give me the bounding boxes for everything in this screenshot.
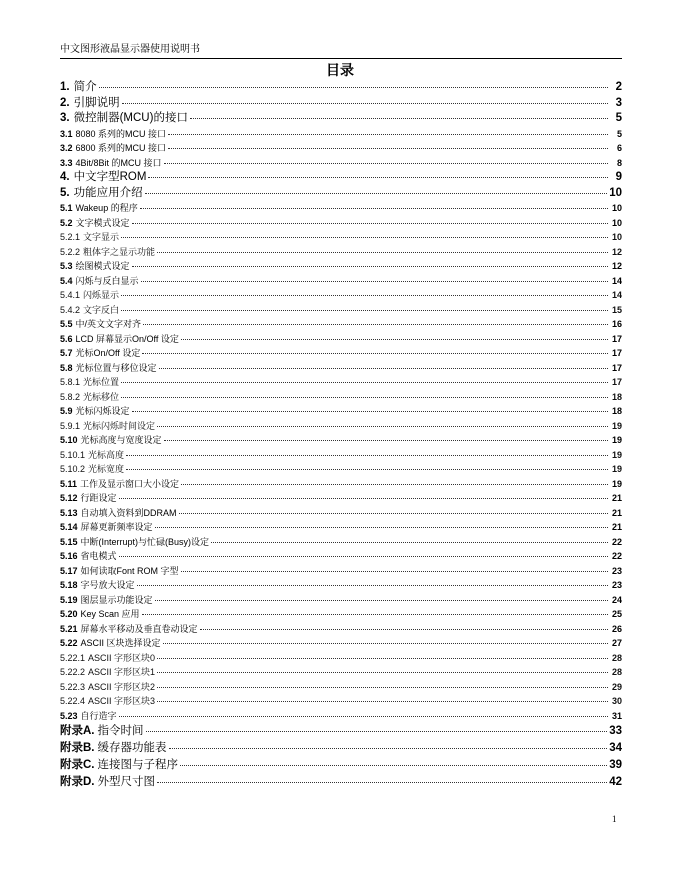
- toc-entry-text: 图层显示功能设定: [80, 594, 153, 605]
- toc-entry-label: [60, 477, 179, 492]
- dot-leader: [121, 295, 608, 296]
- dot-leader: [181, 571, 608, 572]
- toc-entry-label: [60, 317, 141, 332]
- toc-entry[interactable]: [60, 506, 622, 521]
- toc-entry-number: 5.14: [60, 522, 78, 532]
- toc-entry-label: [60, 375, 119, 390]
- dot-leader: [164, 163, 608, 164]
- toc-entry-label: [60, 740, 167, 757]
- dot-leader: [132, 411, 608, 412]
- toc-entry[interactable]: [60, 141, 622, 156]
- toc-entry-label: [60, 419, 155, 434]
- toc-entry-label: [60, 665, 155, 680]
- toc-entry-page: 12: [611, 246, 622, 257]
- dot-leader: [159, 368, 608, 369]
- toc-entry-label: [60, 259, 130, 274]
- toc-entry-label: [60, 433, 162, 448]
- dot-leader: [140, 208, 608, 209]
- toc-entry-label: [60, 607, 140, 622]
- dot-leader: [181, 339, 608, 340]
- toc-entry-text: 粗体字之显示功能: [83, 246, 156, 257]
- toc-entry[interactable]: [60, 680, 622, 695]
- toc-entry[interactable]: [60, 303, 622, 318]
- toc-entry-number: 5.23: [60, 710, 78, 721]
- toc-entry-page: 19: [611, 449, 622, 460]
- toc-entry-text: 引脚说明: [73, 96, 120, 109]
- toc-entry-label: [60, 96, 120, 112]
- toc-entry-number: 5.3: [60, 261, 73, 271]
- toc-entry-number: 5.21: [60, 623, 78, 634]
- toc-entry-number: 5.8: [60, 362, 73, 373]
- dot-leader: [126, 455, 608, 456]
- toc-entry-text: 如何读取Font ROM 字型: [80, 565, 179, 576]
- toc-entry-number: 1.: [60, 81, 70, 93]
- toc-entry[interactable]: [60, 259, 622, 274]
- toc-entry-text: 光标高度: [88, 449, 125, 460]
- dot-leader: [157, 426, 608, 427]
- toc-entry-text: 屏幕水平移动及垂直卷动设定: [80, 623, 198, 634]
- toc-entry-page: 39: [609, 759, 622, 771]
- toc-entry-page: 19: [611, 420, 622, 431]
- toc-entry-number: 5.22.1: [60, 652, 86, 663]
- dot-leader: [157, 687, 608, 688]
- toc-entry[interactable]: [60, 535, 622, 550]
- toc-entry-text: 文字反白: [83, 304, 120, 315]
- toc-entry-label: [60, 346, 140, 361]
- toc-entry[interactable]: [60, 520, 622, 535]
- toc-entry-label: [60, 186, 143, 202]
- toc-entry[interactable]: [60, 774, 622, 791]
- toc-entry-text: 6800 系列的MCU 接口: [75, 143, 167, 153]
- toc-entry-number: 附录A.: [60, 725, 95, 737]
- toc-entry[interactable]: [60, 361, 622, 376]
- toc-entry[interactable]: [60, 709, 622, 724]
- toc-entry-label: [60, 201, 138, 216]
- toc-entry-number: 5.7: [60, 348, 73, 358]
- dot-leader: [148, 177, 608, 178]
- toc-entry-number: 5.18: [60, 580, 78, 590]
- toc-entry-text: ASCII 字形区块2: [88, 681, 156, 692]
- toc-entry-number: 5.6: [60, 333, 73, 344]
- toc-entry-label: [60, 141, 166, 156]
- toc-entry-text: Wakeup 的程序: [75, 203, 138, 213]
- dot-leader: [157, 782, 607, 783]
- toc-entry-number: 5.4: [60, 275, 73, 286]
- toc-entry-page: 25: [611, 609, 622, 619]
- toc-entry-text: Key Scan 应用: [80, 609, 140, 619]
- toc-entry-number: 3.: [60, 112, 70, 124]
- dot-leader: [168, 148, 608, 149]
- toc-entry-page: 17: [611, 377, 622, 387]
- toc-entry-number: 5.4.1: [60, 290, 81, 300]
- toc-entry[interactable]: [60, 332, 622, 347]
- toc-entry-label: [60, 390, 119, 405]
- toc-entry-label: [60, 332, 179, 347]
- toc-entry-page: 28: [611, 652, 622, 663]
- dot-leader: [211, 542, 608, 543]
- toc-entry[interactable]: [60, 607, 622, 622]
- toc-entry-label: [60, 636, 161, 651]
- dot-leader: [143, 324, 608, 325]
- toc-entry-label: [60, 680, 155, 695]
- dot-leader: [132, 223, 608, 224]
- toc-entry-page: 3: [615, 96, 622, 109]
- toc-entry[interactable]: [60, 230, 622, 245]
- toc-entry[interactable]: [60, 127, 622, 142]
- toc-entry-page: 29: [611, 681, 622, 692]
- toc-entry-text: LCD 屏幕显示On/Off 设定: [75, 333, 179, 344]
- toc-entry[interactable]: [60, 375, 622, 390]
- toc-entry-page: 23: [611, 580, 622, 590]
- toc-entry-page: 17: [611, 348, 622, 358]
- toc-entry[interactable]: [60, 245, 622, 260]
- toc-entry[interactable]: [60, 622, 622, 637]
- toc-entry-label: [60, 361, 157, 376]
- toc-entry-page: 6: [616, 143, 622, 153]
- dot-leader: [99, 87, 608, 88]
- toc-entry[interactable]: [60, 636, 622, 651]
- toc-entry-number: 5.: [60, 186, 70, 199]
- toc-entry-page: 9: [615, 171, 622, 183]
- toc-entry-number: 5.19: [60, 594, 78, 605]
- toc-entry-text: 光标On/Off 设定: [75, 348, 141, 358]
- toc-entry-label: [60, 622, 198, 637]
- toc-entry-page: 10: [611, 232, 622, 242]
- toc-entry-text: 8080 系列的MCU 接口: [75, 128, 167, 139]
- toc-entry-label: [60, 549, 117, 564]
- toc-entry-label: [60, 111, 188, 127]
- toc-entry-text: 功能应用介绍: [73, 186, 143, 199]
- toc-entry-text: 连接图与子程序: [97, 759, 178, 771]
- dot-leader: [157, 672, 608, 673]
- dot-leader: [121, 237, 608, 238]
- toc-entry-number: 3.2: [60, 143, 73, 153]
- toc-entry-number: 5.5: [60, 319, 73, 329]
- toc-entry-page: 14: [611, 275, 622, 286]
- toc-entry-label: [60, 216, 130, 231]
- toc-entry-text: 光标宽度: [88, 464, 125, 474]
- toc-entry[interactable]: [60, 317, 622, 332]
- toc-entry-number: 5.16: [60, 551, 78, 561]
- toc-entry-page: 19: [611, 464, 622, 474]
- toc-entry[interactable]: [60, 390, 622, 405]
- dot-leader: [121, 310, 608, 311]
- toc-entry-page: 10: [609, 186, 622, 199]
- toc-entry-number: 附录C.: [60, 759, 95, 771]
- toc-entry[interactable]: [60, 216, 622, 231]
- dot-leader: [121, 382, 608, 383]
- toc-entry-label: [60, 774, 155, 791]
- toc-entry-number: 5.1: [60, 203, 73, 213]
- dot-leader: [146, 731, 608, 732]
- toc-entry-page: 21: [611, 507, 622, 518]
- toc-entry-page: 23: [611, 565, 622, 576]
- toc-entry[interactable]: [60, 96, 622, 112]
- toc-entry-label: [60, 520, 153, 535]
- dot-leader: [119, 498, 608, 499]
- toc-entry[interactable]: [60, 404, 622, 419]
- toc-entry-text: 自动填入资料到DDRAM: [80, 507, 177, 518]
- toc-entry-page: 18: [611, 391, 622, 402]
- toc-entry[interactable]: [60, 694, 622, 709]
- toc-entry[interactable]: [60, 170, 622, 186]
- toc-entry-text: 中/英文文字对齐: [75, 319, 142, 329]
- toc-entry-page: 34: [609, 742, 622, 754]
- dot-leader: [142, 353, 608, 354]
- toc-entry[interactable]: [60, 111, 622, 127]
- toc-entry-number: 5.12: [60, 493, 78, 503]
- toc-entry-number: 5.17: [60, 565, 78, 576]
- toc-entry-number: 5.2.2: [60, 246, 81, 257]
- dot-leader: [157, 658, 608, 659]
- toc-entry[interactable]: [60, 549, 622, 564]
- dot-leader: [121, 397, 608, 398]
- toc-entry-number: 5.22.4: [60, 696, 86, 706]
- toc-entry-page: 17: [611, 362, 622, 373]
- dot-leader: [126, 469, 608, 470]
- toc-entry-text: ASCII 区块选择设定: [80, 638, 161, 648]
- toc-entry-text: 中文字型ROM: [73, 171, 147, 183]
- toc-entry-label: [60, 564, 179, 579]
- toc-entry-text: 工作及显示窗口大小设定: [80, 478, 180, 489]
- toc-entry-text: 闪烁显示: [83, 290, 120, 300]
- toc-entry-text: ASCII 字形区块1: [88, 667, 156, 677]
- dot-leader: [180, 765, 607, 766]
- toc-entry-label: [60, 723, 144, 740]
- toc-entry-page: 19: [611, 435, 622, 445]
- toc-entry[interactable]: [60, 477, 622, 492]
- toc-entry-number: 5.2.1: [60, 232, 81, 242]
- toc-entry-number: 5.22.3: [60, 681, 86, 692]
- toc-entry-number: 5.4.2: [60, 304, 81, 315]
- toc-entry-label: [60, 127, 166, 142]
- toc-entry-label: [60, 535, 209, 550]
- toc-entry-page: 2: [615, 81, 622, 93]
- toc-entry-text: 指令时间: [97, 725, 144, 737]
- toc-entry-text: 字号放大设定: [80, 580, 135, 590]
- toc-entry[interactable]: [60, 448, 622, 463]
- toc-entry-number: 3.3: [60, 157, 73, 168]
- toc-entry-page: 17: [611, 333, 622, 344]
- toc-entry-number: 5.8.1: [60, 377, 81, 387]
- toc-entry-page: 26: [611, 623, 622, 634]
- toc-entry-page: 12: [611, 261, 622, 271]
- toc-entry[interactable]: [60, 564, 622, 579]
- toc-entry[interactable]: [60, 491, 622, 506]
- toc-entry-label: [60, 506, 177, 521]
- toc-entry[interactable]: [60, 186, 622, 202]
- toc-entry-label: [60, 578, 135, 593]
- toc-entry[interactable]: [60, 201, 622, 216]
- dot-leader: [132, 266, 608, 267]
- toc-entry-page: 5: [615, 112, 622, 124]
- toc-entry[interactable]: [60, 593, 622, 608]
- toc-entry-number: 5.15: [60, 536, 78, 547]
- dot-leader: [157, 252, 608, 253]
- toc-entry-number: 4.: [60, 171, 70, 183]
- toc-entry-text: 自行造字: [80, 710, 117, 721]
- toc-entry-number: 附录D.: [60, 776, 95, 788]
- toc-entry-number: 5.8.2: [60, 391, 81, 402]
- toc-entry-text: 简介: [73, 81, 97, 93]
- toc-entry-number: 5.13: [60, 507, 78, 518]
- dot-leader: [122, 103, 608, 104]
- toc-entry-number: 5.11: [60, 478, 78, 489]
- toc-entry-label: [60, 462, 124, 477]
- toc-entry-label: [60, 709, 117, 724]
- toc-entry-text: 闪烁与反白显示: [75, 275, 139, 286]
- toc-entry-page: 30: [611, 696, 622, 706]
- toc-entry-text: 光标移位: [83, 391, 120, 402]
- toc-entry-number: 2.: [60, 96, 70, 109]
- toc-entry-text: 绘图模式设定: [75, 261, 130, 271]
- toc-entry-text: 缓存器功能表: [97, 742, 167, 754]
- toc-entry[interactable]: [60, 651, 622, 666]
- toc-entry-text: 文字显示: [83, 232, 120, 242]
- toc-entry[interactable]: [60, 740, 622, 757]
- toc-entry-label: [60, 651, 155, 666]
- dot-leader: [137, 585, 608, 586]
- toc-entry-number: 5.20: [60, 609, 78, 619]
- toc-entry-page: 22: [611, 536, 622, 547]
- dot-leader: [163, 643, 608, 644]
- toc-entry-page: 24: [611, 594, 622, 605]
- toc-entry-page: 27: [611, 638, 622, 648]
- toc-entry-label: [60, 230, 119, 245]
- toc-entry-number: 5.10: [60, 435, 78, 445]
- dot-leader: [157, 701, 608, 702]
- toc-entry-label: [60, 80, 97, 96]
- toc-title: 目录: [326, 62, 354, 78]
- toc-entry-label: [60, 694, 155, 709]
- toc-entry-page: 28: [611, 667, 622, 677]
- toc-entry-page: 19: [611, 478, 622, 489]
- toc-entry-page: 31: [611, 710, 622, 721]
- toc-entry[interactable]: [60, 665, 622, 680]
- toc-entry-text: ASCII 字形区块0: [88, 652, 156, 663]
- toc-entry-text: 光标位置与移位设定: [75, 362, 157, 373]
- toc-entry-text: 中断(Interrupt)与忙碌(Busy)设定: [80, 536, 210, 547]
- toc-entry-label: [60, 491, 117, 506]
- toc-entry-text: 微控制器(MCU)的接口: [73, 112, 188, 124]
- dot-leader: [190, 118, 608, 119]
- toc-entry-number: 5.9: [60, 406, 73, 416]
- toc-entry-page: 5: [616, 128, 622, 139]
- toc-entry-number: 附录B.: [60, 742, 95, 754]
- dot-leader: [141, 281, 608, 282]
- toc-entry-label: [60, 170, 146, 186]
- toc-entry[interactable]: [60, 757, 622, 774]
- dot-leader: [142, 614, 608, 615]
- toc-entry[interactable]: [60, 723, 622, 740]
- toc-entry-label: [60, 448, 124, 463]
- document-header: 中文图形液晶显示器使用说明书: [60, 40, 622, 59]
- toc-entry-number: 5.2: [60, 217, 73, 228]
- toc-entry-page: 21: [611, 493, 622, 503]
- toc-entry-label: [60, 757, 178, 774]
- toc-entry-text: 光标闪烁时间设定: [83, 420, 156, 431]
- dot-leader: [169, 748, 608, 749]
- toc-entry[interactable]: [60, 288, 622, 303]
- toc-entry-text: 屏幕更新频率设定: [80, 522, 153, 532]
- toc-entry-page: 18: [611, 406, 622, 416]
- toc-entry-page: 22: [611, 551, 622, 561]
- toc-entry-page: 10: [611, 203, 622, 213]
- toc-entry-page: 33: [609, 725, 622, 737]
- toc-entry-page: 15: [611, 304, 622, 315]
- toc-entry[interactable]: [60, 419, 622, 434]
- toc-entry-text: 光标闪烁设定: [75, 406, 130, 416]
- dot-leader: [119, 556, 608, 557]
- toc-entry-text: 外型尺寸图: [97, 776, 155, 788]
- toc-entry-label: [60, 303, 119, 318]
- toc-entry-text: 省电模式: [80, 551, 117, 561]
- toc-entry-page: 14: [611, 290, 622, 300]
- toc-entry-number: 5.22.2: [60, 667, 86, 677]
- dot-leader: [155, 527, 608, 528]
- toc-entry-page: 21: [611, 522, 622, 532]
- toc-entry-text: 文字模式设定: [75, 217, 130, 228]
- toc-entry[interactable]: [60, 156, 622, 171]
- toc-entry[interactable]: [60, 80, 622, 96]
- toc-entry[interactable]: [60, 274, 622, 289]
- toc-entry-label: [60, 274, 139, 289]
- toc-entry-text: 光标位置: [83, 377, 120, 387]
- toc-entry-label: [60, 156, 162, 171]
- toc-entry-page: 16: [611, 319, 622, 329]
- dot-leader: [168, 134, 608, 135]
- toc-entry[interactable]: [60, 433, 622, 448]
- toc-entry[interactable]: [60, 462, 622, 477]
- dot-leader: [119, 716, 608, 717]
- toc-entry-text: 行距设定: [80, 493, 117, 503]
- toc-entry-label: [60, 288, 119, 303]
- dot-leader: [164, 440, 608, 441]
- toc-entry-text: 光标高度与宽度设定: [80, 435, 162, 445]
- toc-entry-label: [60, 404, 130, 419]
- dot-leader: [155, 600, 608, 601]
- page-number: 1: [612, 814, 617, 824]
- toc-entry[interactable]: [60, 578, 622, 593]
- toc-entry-number: 5.10.1: [60, 449, 86, 460]
- toc-entry-page: 42: [609, 776, 622, 788]
- toc-entry-text: ASCII 字形区块3: [88, 696, 156, 706]
- toc-entry-number: 5.22: [60, 638, 78, 648]
- dot-leader: [200, 629, 608, 630]
- toc-entry[interactable]: [60, 346, 622, 361]
- dot-leader: [145, 193, 608, 194]
- toc-entry-page: 8: [616, 157, 622, 168]
- dot-leader: [179, 513, 608, 514]
- toc-entry-number: 5.9.1: [60, 420, 81, 431]
- toc-entry-text: 4Bit/8Bit 的MCU 接口: [75, 157, 162, 168]
- toc-entry-label: [60, 593, 153, 608]
- dot-leader: [181, 484, 608, 485]
- toc-entry-page: 10: [611, 217, 622, 228]
- toc-entry-number: 5.10.2: [60, 464, 86, 474]
- toc-entry-number: 3.1: [60, 128, 73, 139]
- toc-entry-label: [60, 245, 155, 260]
- table-of-contents: [60, 80, 622, 791]
